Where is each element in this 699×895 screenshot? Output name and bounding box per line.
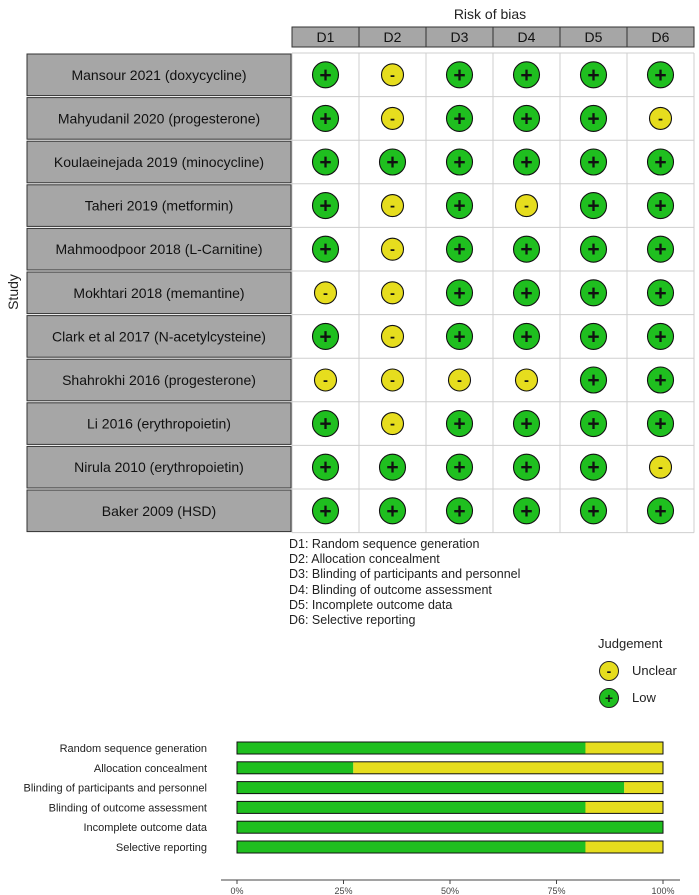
study-label-baker-2009-hsd: Baker 2009 (HSD) bbox=[101, 502, 217, 519]
judgement-symbol: + bbox=[654, 151, 667, 174]
judgement-symbol: + bbox=[319, 325, 332, 349]
bar-segment-low bbox=[237, 821, 663, 833]
y-axis-label: Study bbox=[5, 274, 21, 310]
judgement-symbol: - bbox=[390, 284, 395, 302]
domain-key-item: D2: Allocation concealment bbox=[289, 552, 440, 567]
domain-header-d5: D5 bbox=[584, 29, 603, 45]
x-axis bbox=[221, 880, 680, 895]
domain-header-d3: D3 bbox=[450, 29, 469, 45]
judgement-symbol: + bbox=[453, 194, 466, 218]
domain-header-row bbox=[292, 27, 694, 47]
bar-segment-low bbox=[237, 742, 585, 754]
judgement-symbol: + bbox=[520, 281, 533, 305]
judgement-symbol: + bbox=[319, 499, 332, 523]
bar-segment-unclear bbox=[353, 762, 663, 774]
judgement-symbol: + bbox=[453, 456, 466, 480]
judgement-symbol: + bbox=[587, 325, 600, 349]
judgement-symbol: - bbox=[524, 197, 529, 215]
judgement-symbol: + bbox=[654, 369, 667, 392]
legend-unclear-label: Unclear bbox=[632, 663, 677, 678]
domain-key bbox=[289, 537, 520, 628]
judgement-symbol: + bbox=[319, 412, 332, 436]
judgement-symbol: + bbox=[587, 412, 600, 436]
x-tick-label: 0% bbox=[230, 886, 244, 895]
judgement-symbol: + bbox=[654, 412, 667, 436]
study-label-shahrokhi-2016-progesterone: Shahrokhi 2016 (progesterone) bbox=[62, 372, 256, 388]
judgement-symbol: + bbox=[319, 107, 332, 131]
judgement-symbol: - bbox=[323, 284, 328, 302]
domain-header-d4: D4 bbox=[517, 29, 536, 45]
legend-low-label: Low bbox=[632, 690, 656, 705]
judgement-symbol: + bbox=[319, 194, 332, 218]
judgement-symbol: + bbox=[386, 151, 399, 174]
study-label-mokhtari-2018-memantine: Mokhtari 2018 (memantine) bbox=[73, 284, 245, 301]
judgement-symbol: + bbox=[654, 238, 667, 262]
study-label-column bbox=[27, 54, 291, 532]
judgement-legend-title: Judgement bbox=[598, 636, 663, 651]
study-label-nirula-2010-erythropoietin: Nirula 2010 (erythropoietin) bbox=[74, 459, 244, 476]
chart-title: Risk of bias bbox=[453, 6, 527, 22]
judgement-symbol: + bbox=[654, 63, 667, 87]
judgement-symbol: + bbox=[453, 151, 466, 174]
bar-segment-unclear bbox=[585, 841, 663, 853]
judgement-symbol: - bbox=[658, 459, 663, 477]
bar-segment-low bbox=[237, 782, 624, 794]
judgement-symbol: + bbox=[386, 499, 399, 523]
legend-unclear-icon: - bbox=[599, 661, 619, 681]
judgement-symbol: - bbox=[658, 110, 663, 128]
traffic-light-grid bbox=[292, 53, 694, 533]
domain-header-d1: D1 bbox=[316, 29, 335, 45]
judgement-symbol: + bbox=[520, 151, 533, 174]
judgement-symbol: + bbox=[520, 63, 533, 87]
bar-label-random-sequence-generation: Random sequence generation bbox=[59, 743, 207, 755]
study-label-mahyudanil-2020-progesterone: Mahyudanil 2020 (progesterone) bbox=[57, 110, 261, 127]
judgement-symbol: + bbox=[453, 325, 466, 349]
judgement-symbol: + bbox=[319, 151, 332, 174]
judgement-symbol: - bbox=[524, 372, 529, 389]
judgement-symbol: + bbox=[587, 107, 600, 131]
judgement-symbol: - bbox=[390, 197, 395, 215]
domain-key-item: D6: Selective reporting bbox=[289, 613, 416, 628]
judgement-symbol: + bbox=[520, 325, 533, 349]
bar-label-selective-reporting: Selective reporting bbox=[115, 842, 207, 854]
judgement-symbol: + bbox=[587, 194, 600, 218]
judgement-symbol: + bbox=[587, 369, 600, 392]
judgement-symbol: + bbox=[587, 499, 600, 523]
judgement-symbol: + bbox=[520, 238, 533, 262]
study-label-taheri-2019-metformin: Taheri 2019 (metformin) bbox=[84, 197, 234, 214]
judgement-symbol: + bbox=[587, 456, 600, 480]
risk-of-bias-summary-bar-chart bbox=[0, 730, 699, 895]
judgement-symbol: + bbox=[453, 281, 466, 305]
judgement-symbol: + bbox=[520, 412, 533, 436]
judgement-symbol: + bbox=[587, 151, 600, 174]
study-label-clark-et-al-2017-n-acetylcysteine: Clark et al 2017 (N-acetylcysteine) bbox=[52, 328, 266, 345]
legend-low-icon: + bbox=[599, 688, 619, 708]
judgement-symbol: - bbox=[323, 372, 328, 389]
judgement-symbol: - bbox=[457, 372, 462, 389]
bar-segment-low bbox=[237, 762, 353, 774]
study-label-mahmoodpoor-2018-l-carnitine: Mahmoodpoor 2018 (L-Carnitine) bbox=[55, 241, 263, 258]
judgement-symbol: + bbox=[587, 238, 600, 262]
judgement-symbol: + bbox=[520, 107, 533, 131]
judgement-symbol: - bbox=[390, 328, 395, 346]
judgement-symbol: - bbox=[390, 415, 395, 433]
judgement-symbol: + bbox=[654, 194, 667, 218]
judgement-symbol: + bbox=[319, 456, 332, 480]
bar-segment-unclear bbox=[585, 742, 663, 754]
bar-category-labels bbox=[24, 743, 208, 854]
judgement-symbol: + bbox=[453, 107, 466, 131]
judgement-symbol: - bbox=[390, 241, 395, 259]
judgement-symbol: + bbox=[654, 325, 667, 349]
judgement-symbol: + bbox=[520, 499, 533, 523]
bar-segment-low bbox=[237, 801, 585, 813]
study-label-li-2016-erythropoietin: Li 2016 (erythropoietin) bbox=[87, 415, 231, 432]
judgement-symbol: + bbox=[386, 456, 399, 480]
bar-segment-unclear bbox=[585, 801, 663, 813]
domain-key-item: D1: Random sequence generation bbox=[289, 537, 480, 551]
judgement-symbol: + bbox=[453, 412, 466, 436]
bar-label-blinding-of-participants-and-personnel: Blinding of participants and personnel bbox=[23, 782, 207, 795]
judgement-symbol: + bbox=[654, 281, 667, 305]
domain-key-item: D3: Blinding of participants and personnel bbox=[289, 567, 521, 582]
judgement-symbol: + bbox=[453, 238, 466, 262]
x-tick-label: 100% bbox=[651, 886, 675, 895]
bar-label-allocation-concealment: Allocation concealment bbox=[93, 762, 207, 775]
stacked-bars bbox=[237, 742, 663, 853]
judgement-symbol: + bbox=[453, 499, 466, 523]
bar-segment-low bbox=[237, 841, 585, 853]
judgement-symbol: + bbox=[587, 63, 600, 87]
domain-key-item: D5: Incomplete outcome data bbox=[289, 597, 453, 612]
x-tick-label: 25% bbox=[334, 886, 353, 895]
bar-label-blinding-of-outcome-assessment: Blinding of outcome assessment bbox=[48, 802, 207, 815]
study-label-koulaeinejada-2019-minocycline: Koulaeinejada 2019 (minocycline) bbox=[53, 154, 265, 170]
study-label-mansour-2021-doxycycline: Mansour 2021 (doxycycline) bbox=[71, 66, 247, 83]
judgement-symbol: + bbox=[319, 63, 332, 87]
judgement-symbol: + bbox=[453, 63, 466, 87]
x-tick-label: 50% bbox=[440, 886, 460, 895]
domain-header-d6: D6 bbox=[651, 29, 670, 45]
judgement-symbol: - bbox=[390, 66, 395, 84]
bar-segment-unclear bbox=[624, 782, 663, 794]
bar-label-incomplete-outcome-data: Incomplete outcome data bbox=[83, 822, 207, 835]
judgement-symbol: + bbox=[654, 499, 667, 523]
domain-key-item: D4: Blinding of outcome assessment bbox=[289, 582, 492, 597]
judgement-symbol: + bbox=[587, 281, 600, 305]
judgement-symbol: + bbox=[520, 456, 533, 480]
domain-header-d2: D2 bbox=[383, 29, 402, 45]
judgement-symbol: - bbox=[390, 372, 395, 389]
judgement-symbol: - bbox=[390, 110, 395, 128]
judgement-symbol: + bbox=[319, 238, 332, 262]
x-tick-label: 75% bbox=[547, 886, 566, 895]
